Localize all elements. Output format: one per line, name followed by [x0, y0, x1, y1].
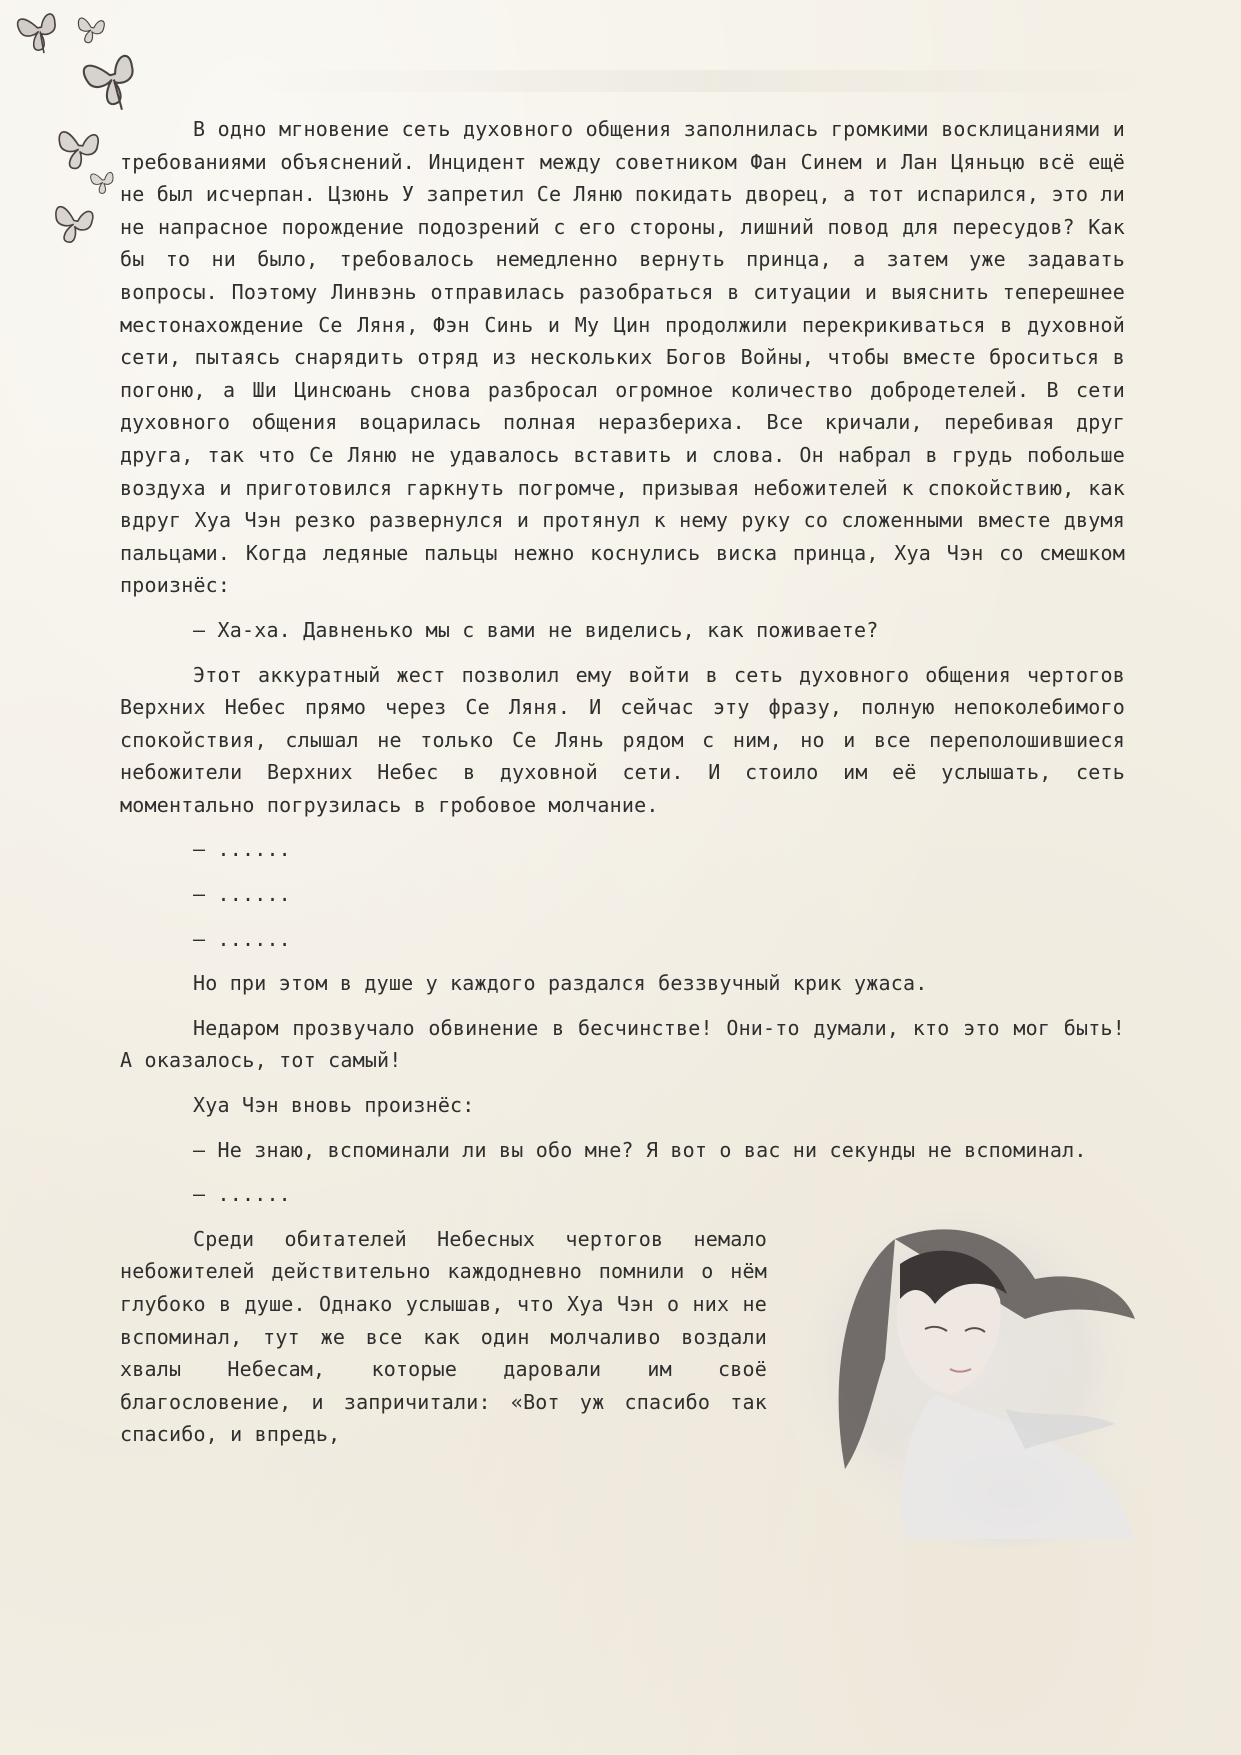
paragraph: — Не знаю, вспоминали ли вы обо мне? Я вот о вас ни секунды не вспоминал.: [193, 1137, 1087, 1162]
paragraph: Хуа Чэн вновь произнёс:: [193, 1093, 475, 1118]
character-illustration: [785, 1223, 1145, 1553]
paragraph: Этот аккуратный жест позволил ему войти в сеть духовного общения чертогов Верхних Небес прямо через Се Ляня. И сейчас эту фразу, полную непоколебимого спокойствия, слышал не только Се Лянь рядом с ним, но и все переполошившиеся небожители Верхних Небес в духовной сети. И стоило им её услышать, сеть моментально погрузилась в гробовое молчание.: [120, 662, 1125, 817]
paragraph: Но при этом в душе у каждого раздался беззвучный крик ужаса.: [193, 971, 928, 996]
paragraph: — ......: [193, 837, 291, 862]
paragraph: — ......: [193, 882, 291, 907]
paragraph: В одно мгновение сеть духовного общения заполнилась громкими восклицаниями и требованиями объяснений. Инцидент между советником Фан Синем и Лан Цяньцю всё ещё не был исчерпан. Цзюнь У запретил Се Ляню покидать дворец, а тот испарился, это ли не напрасное порождение подозрений с его стороны, лишний повод для пересудов? Как бы то ни было, требовалось немедленно вернуть принца, а затем уже задавать вопросы. Поэтому Линвэнь отправилась разобраться в ситуации и выяснить теперешнее местонахождение Се Ляня, Фэн Синь и Му Цин продолжили перекрикиваться в духовной сети, пытаясь снарядить отряд из нескольких Богов Войны, чтобы вместе броситься в погоню, а Ши Цинсюань снова разбросал огромное количество добродетелей. В сети духовного общения воцарилась полная неразбериха. Все кричали, перебивая друг друга, так что Се Ляню не удавалось вставить и слова. Он набрал в грудь побольше воздуха и приготовился гаркнуть погромче, призывая небожителей к спокойствию, как вдруг Хуа Чэн резко развернулся и протянул к нему руку со сложенными вместе двумя пальцами. Когда ледяные пальцы нежно коснулись виска принца, Хуа Чэн со смешком произнёс:: [120, 117, 1125, 598]
paragraph: — ......: [193, 1182, 291, 1207]
page-body: [120, 113, 1125, 1553]
paragraph: — ......: [193, 926, 291, 951]
background-texture: [250, 70, 1170, 92]
paragraph: Недаром прозвучало обвинение в бесчинстве! Они-то думали, кто это мог быть! А оказалось, тот самый!: [120, 1015, 1125, 1073]
paragraph: Среди обитателей Небесных чертогов немало небожителей действительно каждодневно помнили о нём глубоко в душе. Однако услышав, что Хуа Чэн о них не вспоминал, тут же все как один молчаливо воздали хвалы Небесам, которые даровали им своё благословение, и запричитали: «Вот уж спасибо так спасибо, и впредь,: [120, 1226, 767, 1447]
paragraph: — Ха-ха. Давненько мы с вами не виделись, как поживаете?: [193, 617, 879, 642]
